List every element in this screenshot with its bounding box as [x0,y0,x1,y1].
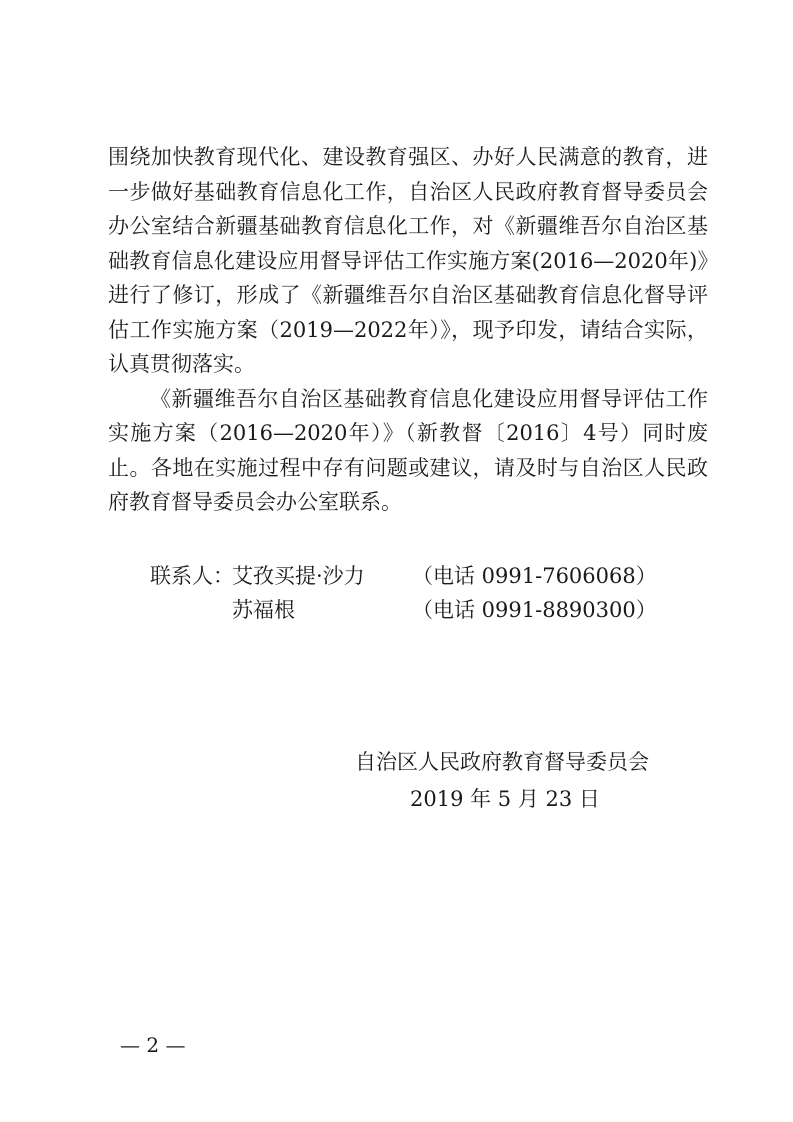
signature-organization: 自治区人民政府教育督导委员会 [355,750,649,774]
paragraph-second: 《新疆维吾尔自治区基础教育信息化建设应用督导评估工作实施方案（2016—2020年）》（新教督〔2016〕4号）同时废止。各地在实施过程中存有问题或建议，请及时与自治区人民政府教育督导委员会办公室联系。 [108,386,708,514]
page-number: — 2 — [120,1033,186,1057]
contact-phone: （电话 0991-7606068） [412,564,657,588]
contact-name: 苏福根 [232,598,295,622]
contact-phone: （电话 0991-8890300） [412,598,657,622]
signature-date: 2019 年 5 月 23 日 [410,787,600,811]
document-body [108,140,708,520]
contact-label: 联系人： [150,564,234,588]
paragraph-first: 围绕加快教育现代化、建设教育强区、办好人民满意的教育，进一步做好基础教育信息化工作，自治区人民政府教育督导委员会办公室结合新疆基础教育信息化工作，对《新疆维吾尔自治区基础教育信息化建设应用督导评估工作实施方案(2016—2020年)》进行了修订，形成了《新疆维吾尔自治区基础教育信息化督导评估工作实施方案（2019—2022年）》，现予印发，请结合实际，认真贯彻落实。 [108,145,708,376]
contact-name: 艾孜买提·沙力 [232,564,365,588]
